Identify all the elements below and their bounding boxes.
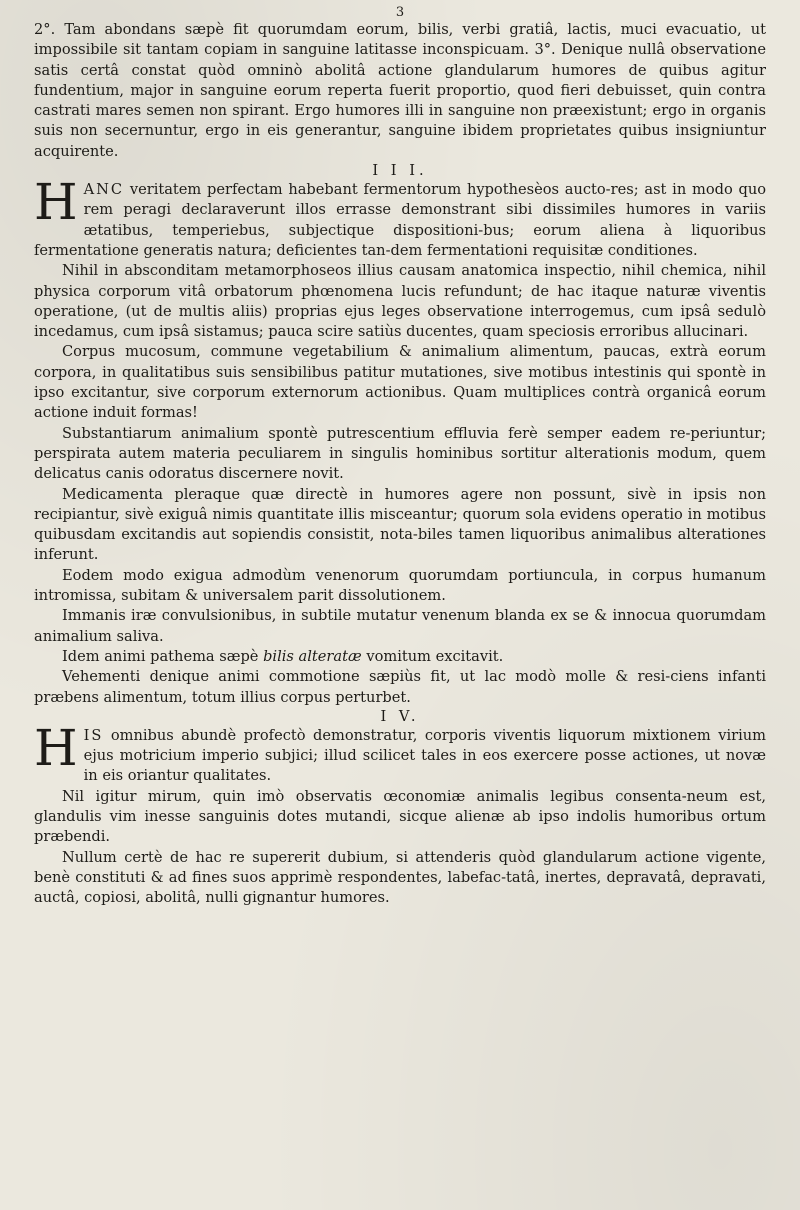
paragraph: Nihil in absconditam metamorphoseos illius causam anatomica inspectio, nihil chemica, nihil physica corporum vitâ orbatorum phœnomena lucis refundunt; de hac itaque naturæ viventis operatione, (ut de multis aliis) proprias ejus leges observatione interrogemus, cum ipsâ sedulò incedamus, cum ipsâ sistamus; pauca scire satiùs ducentes, quam speciosis erroribus allucinari. [34,262,766,341]
opening-text: omnibus abundè profectò demonstratur, corporis viventis liquorum mixtionem virium ejus motricium imperio subjici; illud scilicet tales in eos exercere posse actiones, ut novæ in eis oriantur qualitates. [83,726,766,785]
paragraph-with-italic: Idem animi pathema sæpè bilis alteratæ vomitum excitavit. [62,647,504,665]
opening-text: veritatem perfectam habebant fermentorum hypothesèos aucto-res; ast in modo quo rem peragi declaraverunt illos errasse demonstrant sibi dissimiles humores in variis ætatibus, temperiebus, subjectique dispositioni-bus; eorum aliena à liquoribus fermentatione generatis natura; deficientes tan-dem fermentationi requisitæ conditiones. [34,181,766,259]
section-iv-opening-paragraph [34,718,766,787]
lead-caps: ANC [83,181,125,199]
paragraph: Corpus mucosum, commune vegetabilium & animalium alimentum, paucas, extrà eorum corpora, in qualitatibus suis sensibilibus patitur mutationes, sive motibus intestinis qui spontè in ipso excitantur, sive corporum externorum actionibus. Quam multiplices contrà organicâ eorum actione induit formas! [34,343,766,422]
section-number-iii: I I I. [372,162,428,180]
top-paragraph: 2°. Tam abondans sæpè fit quorumdam eorum, bilis, verbi gratiâ, lactis, muci evacuatio, ut impossibile sit tantam copiam in sanguine latitasse inconspicuam. 3°. Denique nullâ observatione satis certâ constat quòd omninò abolitâ actione glandularum humores de quibus agitur fundentium, major in sanguine eorum reperta fuerit proportio, quod fieri debuisset, quin contra castrati mares semen non spirant. Ergo humores illi in sanguine non præexistunt; ergo in organis suis non secernuntur, ergo in eis generantur, sanguine ibidem proprietates quibus insigniuntur acquirente. [34,21,766,160]
page-number: 3 [395,5,405,20]
lead-caps: IS [83,726,104,744]
paragraph: Eodem modo exigua admodùm venenorum quorumdam portiuncula, in corpus humanum intromissa, subitam & universalem parit dissolutionem. [34,566,766,605]
section-iii-opening-paragraph [34,173,766,261]
paragraph: Vehementi denique animi commotione sæpiùs fit, ut lac modò molle & resi-ciens infanti præbens alimentum, totum illius corpus perturbet. [34,668,766,706]
paragraph: Immanis iræ convulsionibus, in subtile mutatur venenum blanda ex se & innocua quorumdam animalium saliva. [34,607,766,645]
paragraph: Medicamenta pleraque quæ directè in humores agere non possunt, sivè in ipsis non recipiantur, sivè exiguâ nimis quantitate illis misceantur; quorum sola evidens operatio in motibus quibusdam excitandis aut sopiendis consistit, nota-biles tamen liquoribus animalibus alterationes inferunt. [34,485,766,564]
section-number-iv: I V. [380,707,420,725]
paragraph: Substantiarum animalium spontè putrescentium effluvia ferè semper eadem re-periuntur; perspirata autem materia peculiarem in singulis hominibus sortitur alterationis modum, quem delicatus canis odoratus discernere novit. [34,424,766,483]
drop-cap: H [34,173,78,232]
italic-phrase: bilis alteratæ [263,647,362,665]
paragraph: Nullum certè de hac re supererit dubium, si attenderis quòd glandularum actione vigente, benè constituti & ad fines suos apprimè respondentes, labefac-tatâ, inertes, depravatâ, depravati, auctâ, copiosi, abolitâ, nulli gignantur humores. [34,848,766,907]
drop-cap: H [34,718,78,777]
paragraph: Nil igitur mirum, quin imò observatis œconomiæ animalis legibus consenta-neum est, glandulis vim inesse sanguinis dotes mutandi, sicque alienæ ab ipso indolis humoribus ortum præbendi. [34,787,766,846]
